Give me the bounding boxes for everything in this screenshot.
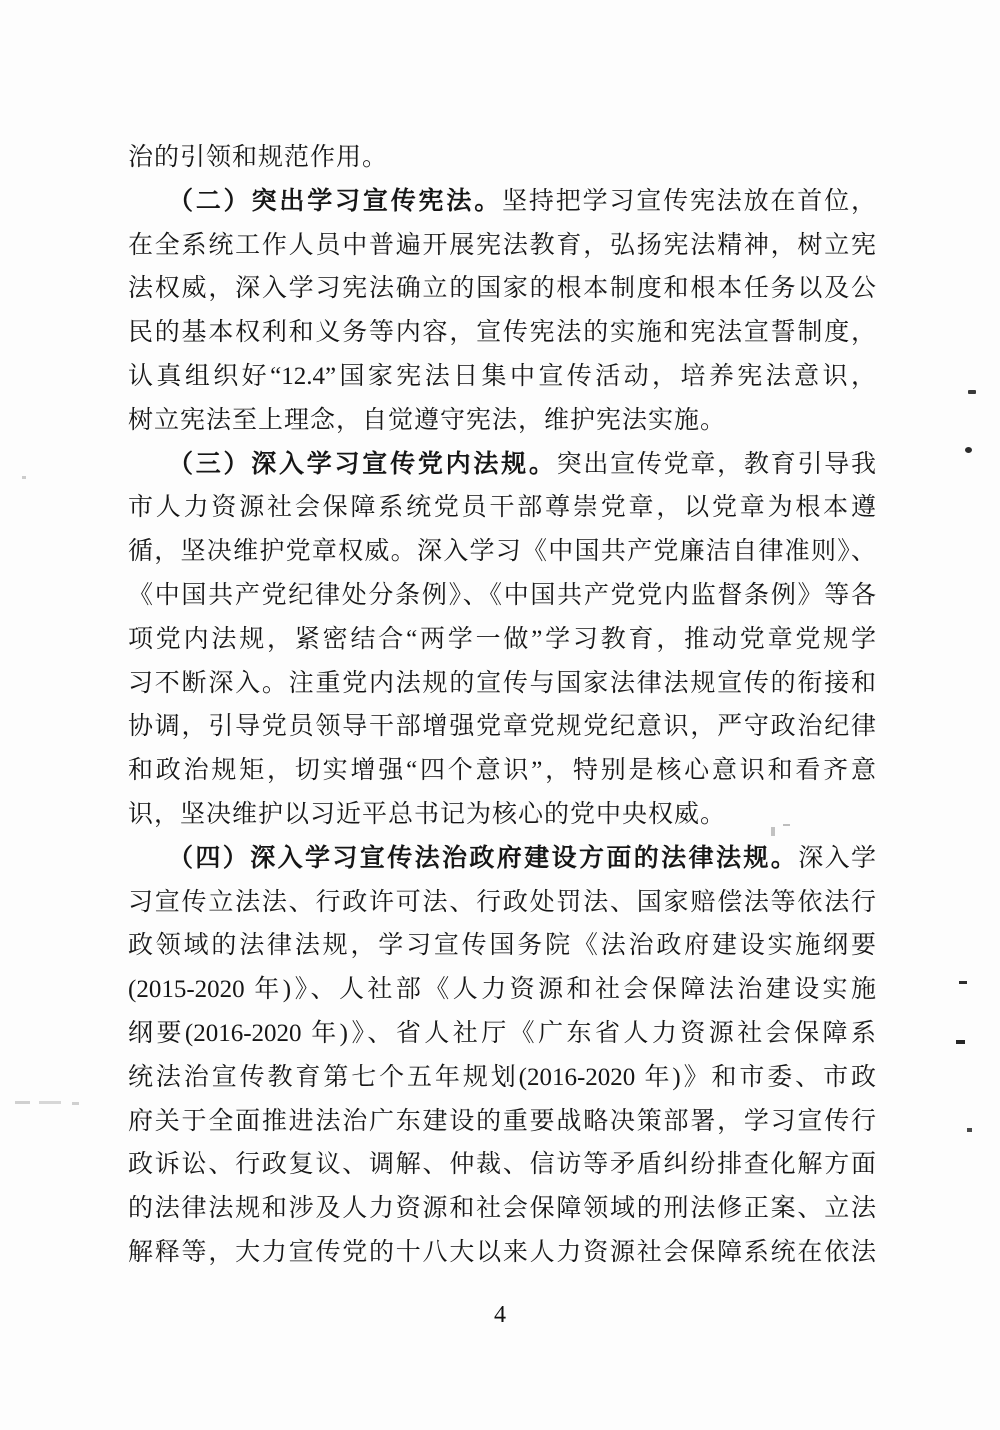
text-line [128,924,876,968]
body-text-segment: 循，坚决维护党章权威。深入学习《中国共产党廉洁自律准则》、 [128,538,876,566]
body-text-segment: 在全系统工作人员中普遍开展宪法教育，弘扬宪法精神，树立宪 [128,231,876,259]
body-text-segment: 坚持把学习宣传宪法放在首位， [502,187,876,215]
page-number: 4 [494,1302,506,1328]
body-text-segment: 统法治宣传教育第七个五年规划(2016-2020 年)》和市委、市政 [128,1063,876,1091]
body-text-segment: 《中国共产党纪律处分条例》、《中国共产党党内监督条例》等各 [128,581,876,609]
body-text-segment: 市人力资源社会保障系统党员干部尊崇党章，以党章为根本遵 [128,494,876,522]
text-line [128,486,876,530]
text-line [128,136,876,180]
section-heading-segment: （四）深入学习宣传法治政府建设方面的法律法规。 [168,843,799,872]
text-line [128,1012,876,1056]
body-text-segment: 和政治规矩，切实增强“四个意识”，特别是核心意识和看齐意 [128,757,876,785]
text-line [128,1100,876,1144]
text-line [128,224,876,268]
body-text-segment: (2015-2020 年)》、人社部《人力资源和社会保障法治建设实施 [128,976,876,1004]
text-line [128,180,876,224]
body-text-segment: 府关于全面推进法治广东建设的重要战略决策部署，学习宣传行 [128,1107,876,1135]
body-text-segment: 政领域的法律法规，学习宣传国务院《法治政府建设实施纲要 [128,932,876,960]
body-text-segment: 协调，引导党员领导干部增强党章党规党纪意识，严守政治纪律 [128,713,876,741]
section-heading-segment: （二）突出学习宣传宪法。 [168,186,503,215]
text-line [128,837,876,881]
text-line [128,968,876,1012]
body-text-segment: 突出宣传党章，教育引导我 [556,450,876,478]
body-text-segment: 政诉讼、行政复议、调解、仲裁、信访等矛盾纠纷排查化解方面 [128,1151,876,1179]
scan-artifact [965,447,972,453]
text-line [128,1056,876,1100]
text-line [128,530,876,574]
text-line [128,1143,876,1187]
text-line [128,267,876,311]
body-text-segment: 深入学 [798,844,876,872]
scan-artifact [967,1128,972,1132]
text-line [128,1231,876,1275]
text-line [128,574,876,618]
scan-artifact [771,827,775,836]
text-line [128,881,876,925]
scan-artifact [72,1102,79,1105]
text-line [128,399,876,443]
scan-artifact [39,1101,61,1104]
body-text-segment: 项党内法规，紧密结合“两学一做”学习教育，推动党章党规学 [128,625,876,653]
text-line [128,793,876,837]
body-text-segment: 习宣传立法法、行政许可法、行政处罚法、国家赔偿法等依法行 [128,888,876,916]
scan-artifact [956,1040,965,1044]
body-text-segment: 习不断深入。注重党内法规的宣传与国家法律法规宣传的衔接和 [128,669,876,697]
text-line [128,1187,876,1231]
body-text-segment: 识，坚决维护以习近平总书记为核心的党中央权威。 [128,800,727,828]
text-line [128,355,876,399]
body-text-segment: 治的引领和规范作用。 [128,144,389,171]
text-line [128,662,876,706]
body-text-segment: 解释等，大力宣传党的十八大以来人力资源社会保障系统在依法 [128,1238,876,1266]
text-line [128,618,876,662]
text-line [128,443,876,487]
scan-artifact [959,981,967,984]
text-line [128,311,876,355]
body-text-segment: 的法律法规和涉及人力资源和社会保障领域的刑法修正案、立法 [128,1195,876,1223]
body-text-segment: 民的基本权利和义务等内容，宣传宪法的实施和宪法宣誓制度， [128,319,876,347]
section-heading-segment: （三）深入学习宣传党内法规。 [168,449,557,478]
scan-artifact [22,476,26,479]
scan-artifact [968,390,976,394]
document-body [128,136,876,1275]
body-text-segment: 认真组织好“12.4”国家宪法日集中宣传活动，培养宪法意识， [128,362,876,390]
body-text-segment: 纲要(2016-2020 年)》、省人社厅《广东省人力资源社会保障系 [128,1019,876,1047]
text-line [128,705,876,749]
body-text-segment: 树立宪法至上理念，自觉遵守宪法，维护宪法实施。 [128,406,727,434]
body-text-segment: 法权威，深入学习宪法确立的国家的根本制度和根本任务以及公 [128,275,876,303]
text-line [128,749,876,793]
scan-artifact [783,824,790,826]
scan-artifact [15,1101,30,1104]
